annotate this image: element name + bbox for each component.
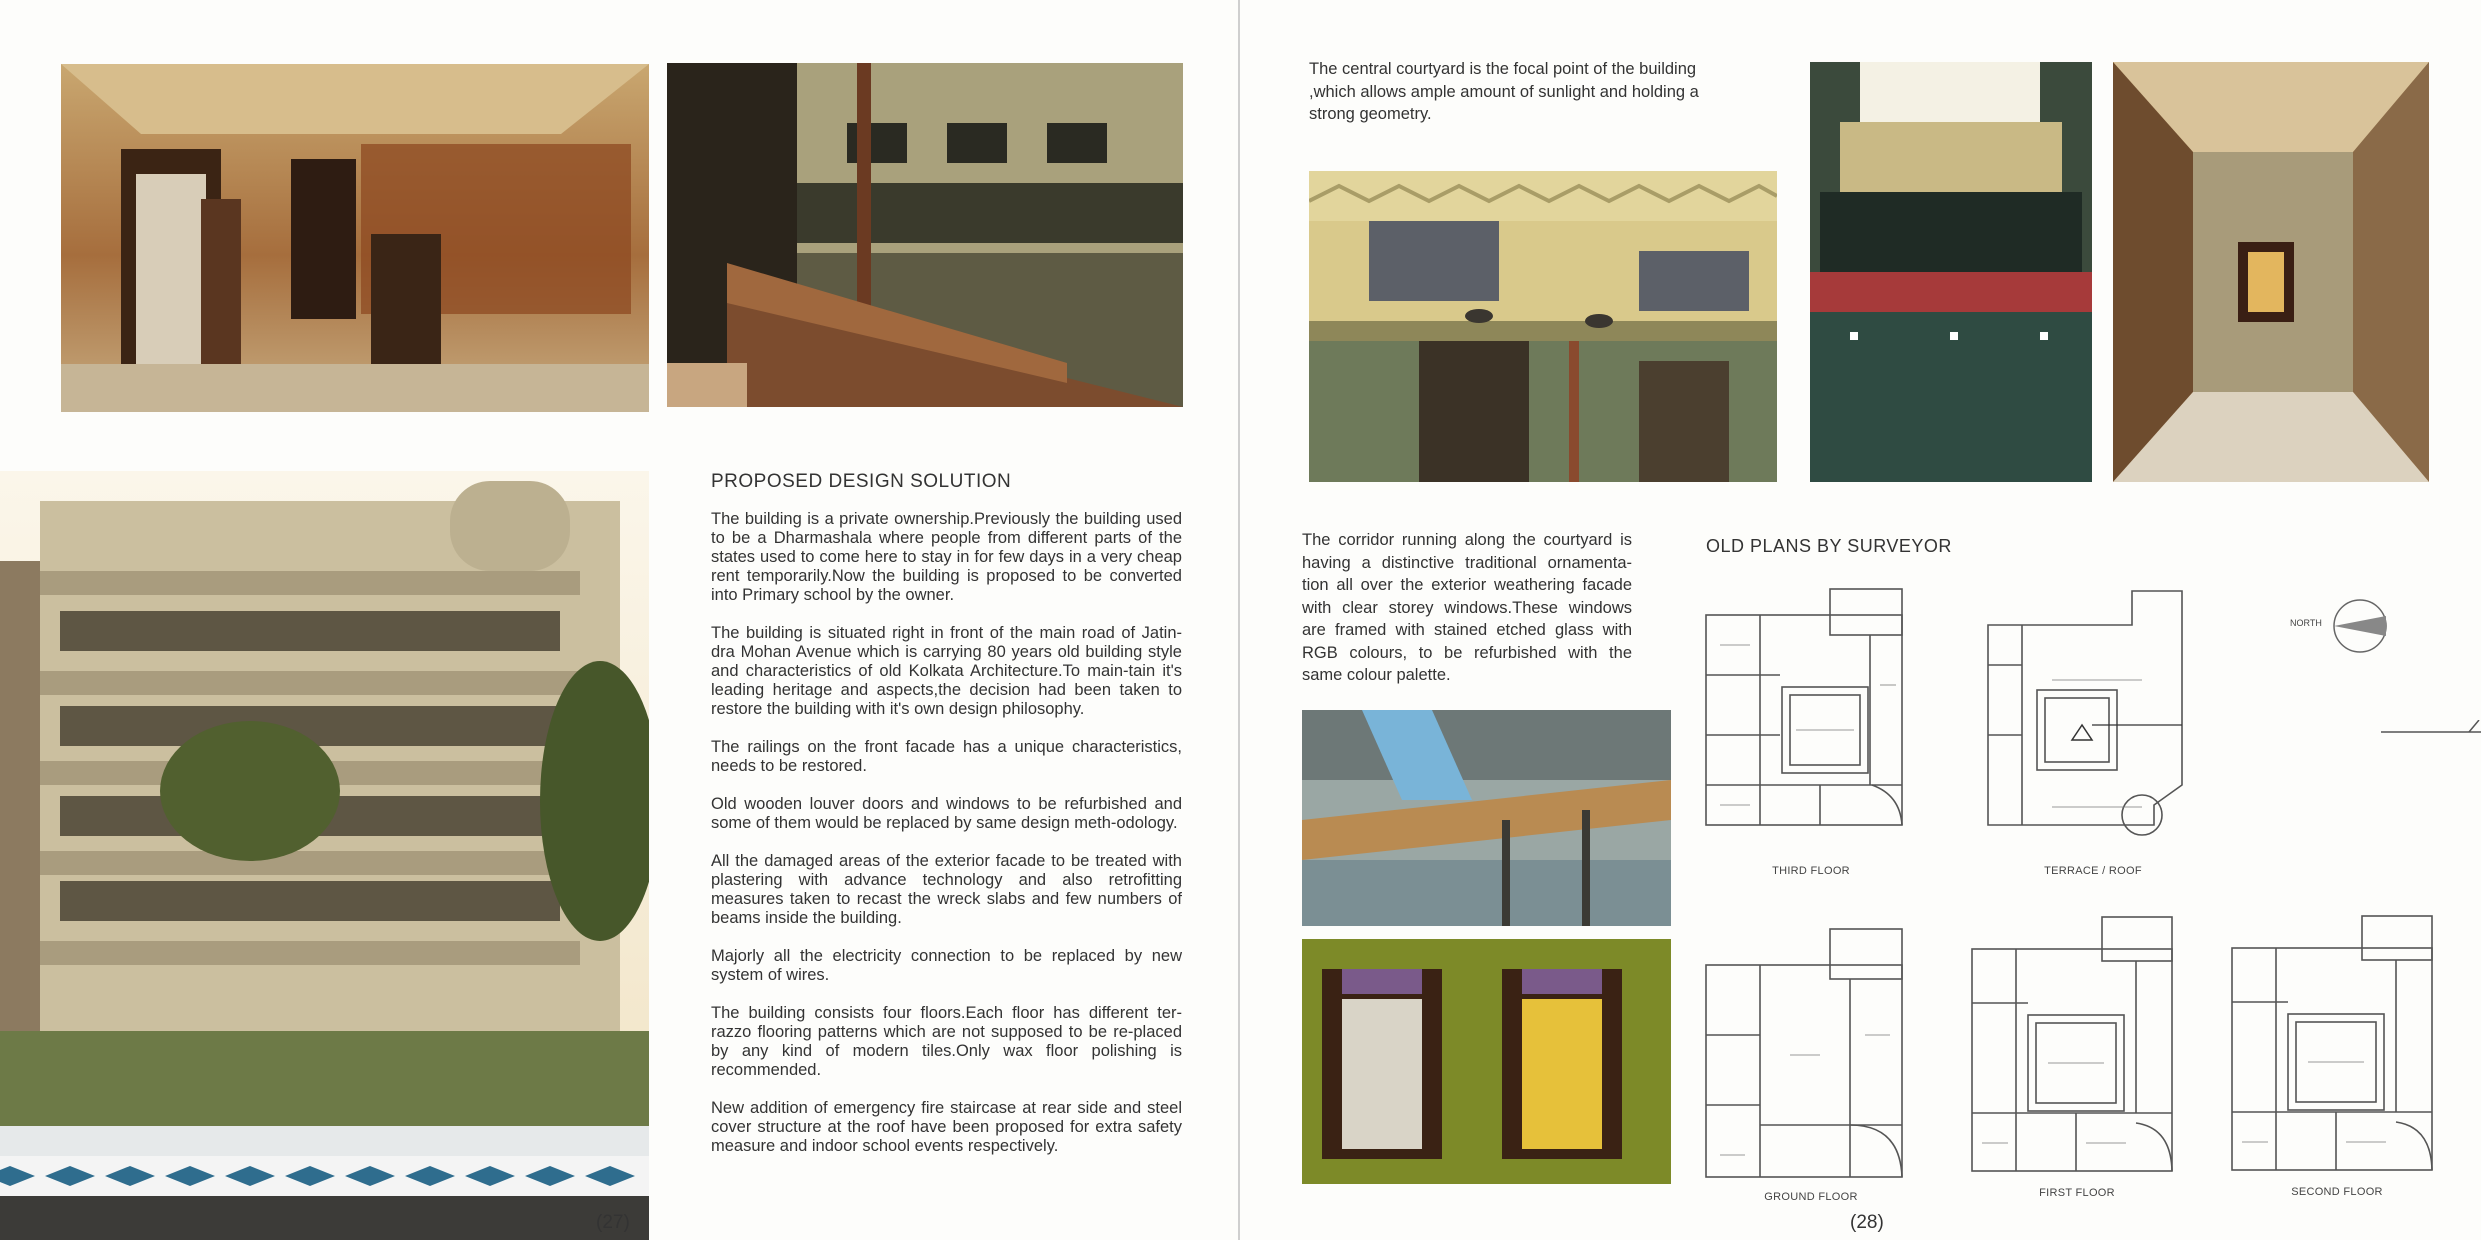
plan-label: FIRST FLOOR xyxy=(2039,1187,2115,1199)
corridor-caption: The corridor running along the courtyard is having a distinctive traditional ornamenta-tion all over the exterior weathering facade with clear storey windows.These windows are framed with stained etched glass with RGB colours, to be refurbished with the same colour palette. xyxy=(1302,531,1632,684)
plan-label: TERRACE / ROOF xyxy=(2044,865,2142,877)
plan-second-floor xyxy=(2226,912,2448,1198)
stained-glass-windows-photo xyxy=(1302,939,1671,1184)
proposed-design-text xyxy=(711,510,1182,1175)
interior-room-photo xyxy=(61,64,649,412)
plan-third-floor xyxy=(1700,585,1922,877)
design-paragraph: The building consists four floors.Each floor has different ter-razzo flooring patterns which are not supposed to be re-placed by any kind of modern tiles.Only wax floor polishing is recommended. xyxy=(711,1004,1182,1079)
courtyard-balcony-photo xyxy=(667,63,1183,407)
proposed-design-heading: PROPOSED DESIGN SOLUTION xyxy=(711,471,1012,492)
design-paragraph: Old wooden louver doors and windows to be refurbished and some of them would be replaced by same design meth-odology. xyxy=(711,795,1182,832)
courtyard-caption: The central courtyard is the focal point of the building ,which allows ample amount of sunlight and holding a strong geometry. xyxy=(1309,60,1699,123)
floor-plan-drawing xyxy=(1700,585,1922,855)
floor-plan-drawing xyxy=(1966,913,2188,1183)
design-paragraph: The building is situated right in front of the main road of Jatin-dra Mohan Avenue which is carrying 80 years old building style and characteristics of old Kolkata Architecture.To main-tain it's leading heritage and aspects,the decision had been taken to restore the building with it's own design philosophy. xyxy=(711,624,1182,718)
courtyard-skylight-photo xyxy=(1810,62,2092,482)
plan-label: THIRD FLOOR xyxy=(1772,865,1850,877)
floor-plan-drawing xyxy=(1700,925,1922,1185)
plan-terrace-roof xyxy=(1982,585,2204,877)
design-paragraph: New addition of emergency fire staircase at rear side and steel cover structure at the roof have been proposed for extra safety measure and indoor school events respectively. xyxy=(711,1099,1182,1155)
old-plans-heading: OLD PLANS BY SURVEYOR xyxy=(1706,536,1952,556)
facade-windows-photo xyxy=(1309,171,1777,482)
floor-plan-drawing xyxy=(2226,912,2448,1182)
corridor-stained-glass-photo xyxy=(1302,710,1671,926)
design-paragraph: All the damaged areas of the exterior facade to be treated with plastering with advance technology and also retrofitting measures taken to recast the wreck slabs and few numbers of beams inside the building. xyxy=(711,852,1182,927)
plan-label: SECOND FLOOR xyxy=(2291,1186,2383,1198)
north-arrow xyxy=(2290,596,2400,656)
page-spread-divider xyxy=(1238,0,1240,1240)
plan-ground-floor xyxy=(1700,925,1922,1203)
building-exterior-photo xyxy=(0,471,649,1240)
design-paragraph: The railings on the front facade has a unique characteristics, needs to be restored. xyxy=(711,738,1182,775)
design-paragraph: Majorly all the electricity connection to be replaced by new system of wires. xyxy=(711,947,1182,984)
left-page-number: (27) xyxy=(596,1212,630,1233)
plan-label: GROUND FLOOR xyxy=(1764,1191,1858,1203)
north-label: NORTH xyxy=(2290,618,2322,628)
plan-first-floor xyxy=(1966,913,2188,1199)
interior-hallway-photo xyxy=(2113,62,2429,482)
compass-icon xyxy=(2330,596,2390,656)
design-paragraph: The building is a private ownership.Previously the building used to be a Dharmashala where people from different parts of the states used to come here to stay in for few days in a very cheap rent temporarily.Now the building is proposed to be converted into Primary school by the owner. xyxy=(711,510,1182,604)
section-marker-icon xyxy=(2381,720,2481,740)
floor-plan-drawing xyxy=(1982,585,2204,855)
right-page-number: (28) xyxy=(1850,1212,1884,1233)
